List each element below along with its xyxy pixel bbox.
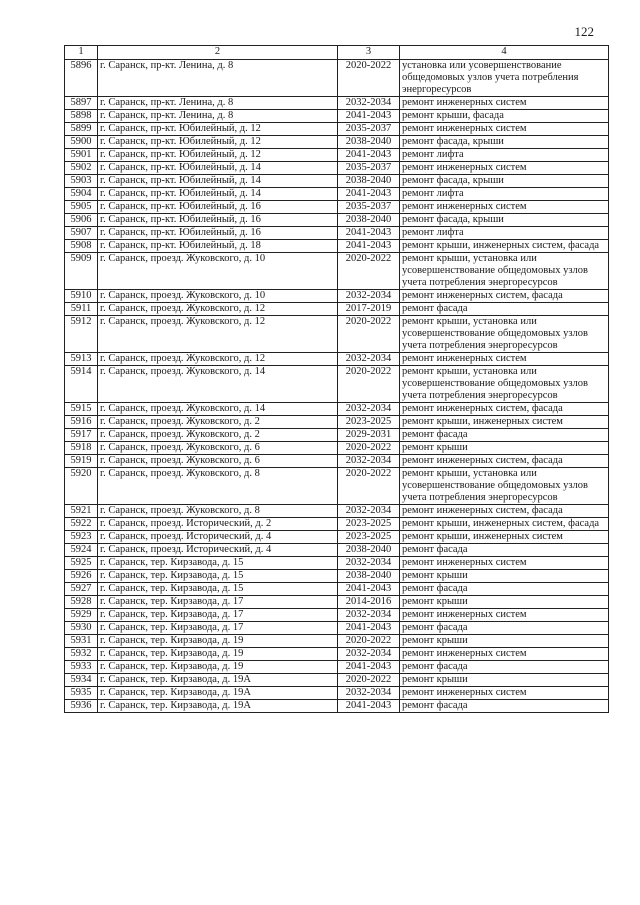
address-cell: г. Саранск, проезд. Жуковского, д. 2 — [98, 429, 338, 442]
work-type-cell: ремонт лифта — [400, 188, 609, 201]
period-cell: 2038-2040 — [338, 136, 400, 149]
column-header-1: 1 — [65, 46, 98, 60]
address-cell: г. Саранск, тер. Кирзавода, д. 15 — [98, 570, 338, 583]
work-type-cell: ремонт инженерных систем — [400, 609, 609, 622]
address-cell: г. Саранск, проезд. Жуковского, д. 10 — [98, 290, 338, 303]
table-row — [65, 214, 609, 227]
column-header-3: 3 — [338, 46, 400, 60]
address-cell: г. Саранск, тер. Кирзавода, д. 17 — [98, 609, 338, 622]
period-cell: 2032-2034 — [338, 353, 400, 366]
work-type-cell: установка или усовершенствование общедомовых узлов учета потребления энергоресурсов — [400, 60, 609, 97]
table-row — [65, 674, 609, 687]
work-type-cell: ремонт крыши, фасада — [400, 110, 609, 123]
address-cell: г. Саранск, тер. Кирзавода, д. 19 — [98, 648, 338, 661]
table-row — [65, 303, 609, 316]
row-number-cell: 5929 — [65, 609, 98, 622]
table-row — [65, 290, 609, 303]
row-number-cell: 5922 — [65, 518, 98, 531]
period-cell: 2032-2034 — [338, 687, 400, 700]
row-number-cell: 5915 — [65, 403, 98, 416]
period-cell: 2038-2040 — [338, 544, 400, 557]
row-number-cell: 5897 — [65, 97, 98, 110]
address-cell: г. Саранск, проезд. Жуковского, д. 14 — [98, 403, 338, 416]
work-type-cell: ремонт инженерных систем, фасада — [400, 403, 609, 416]
address-cell: г. Саранск, проезд. Жуковского, д. 8 — [98, 505, 338, 518]
work-type-cell: ремонт крыши, инженерных систем, фасада — [400, 240, 609, 253]
table-row — [65, 505, 609, 518]
period-cell: 2020-2022 — [338, 253, 400, 290]
address-cell: г. Саранск, проезд. Жуковского, д. 10 — [98, 253, 338, 290]
table-row — [65, 240, 609, 253]
period-cell: 2041-2043 — [338, 661, 400, 674]
period-cell: 2041-2043 — [338, 700, 400, 713]
row-number-cell: 5903 — [65, 175, 98, 188]
work-type-cell: ремонт фасада — [400, 429, 609, 442]
row-number-cell: 5905 — [65, 201, 98, 214]
address-cell: г. Саранск, пр-кт. Ленина, д. 8 — [98, 60, 338, 97]
period-cell: 2032-2034 — [338, 403, 400, 416]
row-number-cell: 5899 — [65, 123, 98, 136]
table-row — [65, 175, 609, 188]
period-cell: 2014-2016 — [338, 596, 400, 609]
address-cell: г. Саранск, проезд. Жуковского, д. 8 — [98, 468, 338, 505]
table-row — [65, 468, 609, 505]
column-header-2: 2 — [98, 46, 338, 60]
row-number-cell: 5913 — [65, 353, 98, 366]
row-number-cell: 5908 — [65, 240, 98, 253]
row-number-cell: 5932 — [65, 648, 98, 661]
address-cell: г. Саранск, проезд. Жуковского, д. 12 — [98, 303, 338, 316]
table-row — [65, 622, 609, 635]
table-row — [65, 455, 609, 468]
address-cell: г. Саранск, пр-кт. Юбилейный, д. 14 — [98, 188, 338, 201]
work-type-cell: ремонт крыши, установка или усовершенствование общедомовых узлов учета потребления энергоресурсов — [400, 468, 609, 505]
table-body — [65, 60, 609, 713]
work-type-cell: ремонт фасада, крыши — [400, 136, 609, 149]
address-cell: г. Саранск, проезд. Исторический, д. 4 — [98, 531, 338, 544]
table-row — [65, 687, 609, 700]
period-cell: 2023-2025 — [338, 416, 400, 429]
table-row — [65, 583, 609, 596]
address-cell: г. Саранск, пр-кт. Юбилейный, д. 16 — [98, 214, 338, 227]
period-cell: 2032-2034 — [338, 557, 400, 570]
table-row — [65, 316, 609, 353]
row-number-cell: 5928 — [65, 596, 98, 609]
period-cell: 2020-2022 — [338, 468, 400, 505]
address-cell: г. Саранск, проезд. Жуковского, д. 12 — [98, 316, 338, 353]
work-type-cell: ремонт фасада — [400, 661, 609, 674]
row-number-cell: 5927 — [65, 583, 98, 596]
row-number-cell: 5898 — [65, 110, 98, 123]
period-cell: 2032-2034 — [338, 97, 400, 110]
address-cell: г. Саранск, тер. Кирзавода, д. 17 — [98, 596, 338, 609]
table-row — [65, 201, 609, 214]
period-cell: 2041-2043 — [338, 149, 400, 162]
period-cell: 2035-2037 — [338, 162, 400, 175]
address-cell: г. Саранск, проезд. Жуковского, д. 12 — [98, 353, 338, 366]
work-type-cell: ремонт инженерных систем, фасада — [400, 505, 609, 518]
table-row — [65, 531, 609, 544]
row-number-cell: 5911 — [65, 303, 98, 316]
address-cell: г. Саранск, проезд. Жуковского, д. 6 — [98, 442, 338, 455]
table-row — [65, 60, 609, 97]
address-cell: г. Саранск, пр-кт. Юбилейный, д. 16 — [98, 201, 338, 214]
row-number-cell: 5934 — [65, 674, 98, 687]
row-number-cell: 5912 — [65, 316, 98, 353]
work-type-cell: ремонт крыши — [400, 596, 609, 609]
period-cell: 2032-2034 — [338, 455, 400, 468]
work-type-cell: ремонт инженерных систем — [400, 648, 609, 661]
address-cell: г. Саранск, пр-кт. Ленина, д. 8 — [98, 110, 338, 123]
header-row — [65, 46, 609, 60]
row-number-cell: 5926 — [65, 570, 98, 583]
period-cell: 2041-2043 — [338, 240, 400, 253]
address-cell: г. Саранск, тер. Кирзавода, д. 19А — [98, 674, 338, 687]
work-type-cell: ремонт инженерных систем — [400, 201, 609, 214]
row-number-cell: 5925 — [65, 557, 98, 570]
work-type-cell: ремонт лифта — [400, 227, 609, 240]
address-cell: г. Саранск, проезд. Исторический, д. 2 — [98, 518, 338, 531]
address-cell: г. Саранск, пр-кт. Юбилейный, д. 14 — [98, 162, 338, 175]
table-row — [65, 227, 609, 240]
work-type-cell: ремонт фасада — [400, 583, 609, 596]
table-row — [65, 162, 609, 175]
address-cell: г. Саранск, пр-кт. Юбилейный, д. 14 — [98, 175, 338, 188]
row-number-cell: 5901 — [65, 149, 98, 162]
row-number-cell: 5896 — [65, 60, 98, 97]
work-type-cell: ремонт крыши, инженерных систем — [400, 416, 609, 429]
period-cell: 2029-2031 — [338, 429, 400, 442]
work-type-cell: ремонт крыши — [400, 442, 609, 455]
work-type-cell: ремонт инженерных систем — [400, 97, 609, 110]
table-row — [65, 97, 609, 110]
table-row — [65, 442, 609, 455]
table-row — [65, 366, 609, 403]
period-cell: 2038-2040 — [338, 175, 400, 188]
period-cell: 2035-2037 — [338, 201, 400, 214]
table-row — [65, 661, 609, 674]
period-cell: 2041-2043 — [338, 622, 400, 635]
row-number-cell: 5933 — [65, 661, 98, 674]
row-number-cell: 5920 — [65, 468, 98, 505]
work-type-cell: ремонт инженерных систем, фасада — [400, 455, 609, 468]
period-cell: 2041-2043 — [338, 583, 400, 596]
period-cell: 2041-2043 — [338, 110, 400, 123]
work-type-cell: ремонт фасада, крыши — [400, 214, 609, 227]
period-cell: 2020-2022 — [338, 442, 400, 455]
address-cell: г. Саранск, тер. Кирзавода, д. 15 — [98, 583, 338, 596]
work-type-cell: ремонт фасада — [400, 544, 609, 557]
row-number-cell: 5902 — [65, 162, 98, 175]
work-type-cell: ремонт фасада, крыши — [400, 175, 609, 188]
work-type-cell: ремонт инженерных систем — [400, 162, 609, 175]
address-cell: г. Саранск, тер. Кирзавода, д. 19 — [98, 635, 338, 648]
row-number-cell: 5923 — [65, 531, 98, 544]
row-number-cell: 5906 — [65, 214, 98, 227]
table-row — [65, 648, 609, 661]
table-row — [65, 518, 609, 531]
row-number-cell: 5935 — [65, 687, 98, 700]
table-row — [65, 253, 609, 290]
table-row — [65, 149, 609, 162]
work-type-cell: ремонт лифта — [400, 149, 609, 162]
address-cell: г. Саранск, тер. Кирзавода, д. 19А — [98, 700, 338, 713]
period-cell: 2020-2022 — [338, 366, 400, 403]
row-number-cell: 5919 — [65, 455, 98, 468]
row-number-cell: 5907 — [65, 227, 98, 240]
table-row — [65, 544, 609, 557]
period-cell: 2020-2022 — [338, 316, 400, 353]
address-cell: г. Саранск, тер. Кирзавода, д. 19 — [98, 661, 338, 674]
row-number-cell: 5917 — [65, 429, 98, 442]
address-cell: г. Саранск, проезд. Жуковского, д. 6 — [98, 455, 338, 468]
period-cell: 2041-2043 — [338, 227, 400, 240]
address-cell: г. Саранск, пр-кт. Юбилейный, д. 16 — [98, 227, 338, 240]
period-cell: 2032-2034 — [338, 505, 400, 518]
period-cell: 2020-2022 — [338, 60, 400, 97]
address-cell: г. Саранск, проезд. Жуковского, д. 14 — [98, 366, 338, 403]
table-row — [65, 596, 609, 609]
period-cell: 2032-2034 — [338, 290, 400, 303]
period-cell: 2023-2025 — [338, 531, 400, 544]
table-row — [65, 557, 609, 570]
address-cell: г. Саранск, пр-кт. Юбилейный, д. 12 — [98, 123, 338, 136]
address-cell: г. Саранск, тер. Кирзавода, д. 15 — [98, 557, 338, 570]
row-number-cell: 5904 — [65, 188, 98, 201]
row-number-cell: 5918 — [65, 442, 98, 455]
table-row — [65, 188, 609, 201]
work-type-cell: ремонт крыши — [400, 570, 609, 583]
period-cell: 2020-2022 — [338, 635, 400, 648]
address-cell: г. Саранск, пр-кт. Юбилейный, д. 12 — [98, 136, 338, 149]
row-number-cell: 5910 — [65, 290, 98, 303]
work-type-cell: ремонт крыши, установка или усовершенствование общедомовых узлов учета потребления энергоресурсов — [400, 316, 609, 353]
period-cell: 2041-2043 — [338, 188, 400, 201]
work-type-cell: ремонт крыши, инженерных систем, фасада — [400, 518, 609, 531]
work-type-cell: ремонт инженерных систем — [400, 123, 609, 136]
address-cell: г. Саранск, тер. Кирзавода, д. 19А — [98, 687, 338, 700]
period-cell: 2038-2040 — [338, 214, 400, 227]
table-row — [65, 416, 609, 429]
work-type-cell: ремонт крыши — [400, 635, 609, 648]
address-cell: г. Саранск, проезд. Жуковского, д. 2 — [98, 416, 338, 429]
page-number: 122 — [574, 24, 594, 39]
row-number-cell: 5900 — [65, 136, 98, 149]
table-row — [65, 700, 609, 713]
work-type-cell: ремонт фасада — [400, 700, 609, 713]
work-type-cell: ремонт фасада — [400, 303, 609, 316]
address-cell: г. Саранск, пр-кт. Ленина, д. 8 — [98, 97, 338, 110]
row-number-cell: 5909 — [65, 253, 98, 290]
work-type-cell: ремонт крыши, установка или усовершенствование общедомовых узлов учета потребления энергоресурсов — [400, 253, 609, 290]
table-row — [65, 429, 609, 442]
table-row — [65, 570, 609, 583]
work-type-cell: ремонт крыши — [400, 674, 609, 687]
row-number-cell: 5924 — [65, 544, 98, 557]
work-type-cell: ремонт инженерных систем, фасада — [400, 290, 609, 303]
row-number-cell: 5930 — [65, 622, 98, 635]
table-row — [65, 110, 609, 123]
period-cell: 2038-2040 — [338, 570, 400, 583]
period-cell: 2035-2037 — [338, 123, 400, 136]
work-type-cell: ремонт инженерных систем — [400, 687, 609, 700]
table-row — [65, 403, 609, 416]
table-row — [65, 123, 609, 136]
row-number-cell: 5921 — [65, 505, 98, 518]
work-type-cell: ремонт фасада — [400, 622, 609, 635]
address-cell: г. Саранск, тер. Кирзавода, д. 17 — [98, 622, 338, 635]
row-number-cell: 5931 — [65, 635, 98, 648]
table-row — [65, 609, 609, 622]
row-number-cell: 5916 — [65, 416, 98, 429]
work-type-cell: ремонт крыши, инженерных систем — [400, 531, 609, 544]
row-number-cell: 5936 — [65, 700, 98, 713]
address-cell: г. Саранск, проезд. Исторический, д. 4 — [98, 544, 338, 557]
table-row — [65, 635, 609, 648]
period-cell: 2032-2034 — [338, 648, 400, 661]
period-cell: 2032-2034 — [338, 609, 400, 622]
period-cell: 2017-2019 — [338, 303, 400, 316]
address-cell: г. Саранск, пр-кт. Юбилейный, д. 12 — [98, 149, 338, 162]
period-cell: 2023-2025 — [338, 518, 400, 531]
column-header-4: 4 — [400, 46, 609, 60]
work-type-cell: ремонт инженерных систем — [400, 353, 609, 366]
period-cell: 2020-2022 — [338, 674, 400, 687]
work-type-cell: ремонт инженерных систем — [400, 557, 609, 570]
work-type-cell: ремонт крыши, установка или усовершенствование общедомовых узлов учета потребления энергоресурсов — [400, 366, 609, 403]
row-number-cell: 5914 — [65, 366, 98, 403]
repair-schedule-table — [64, 45, 609, 713]
table-row — [65, 353, 609, 366]
address-cell: г. Саранск, пр-кт. Юбилейный, д. 18 — [98, 240, 338, 253]
table-row — [65, 136, 609, 149]
